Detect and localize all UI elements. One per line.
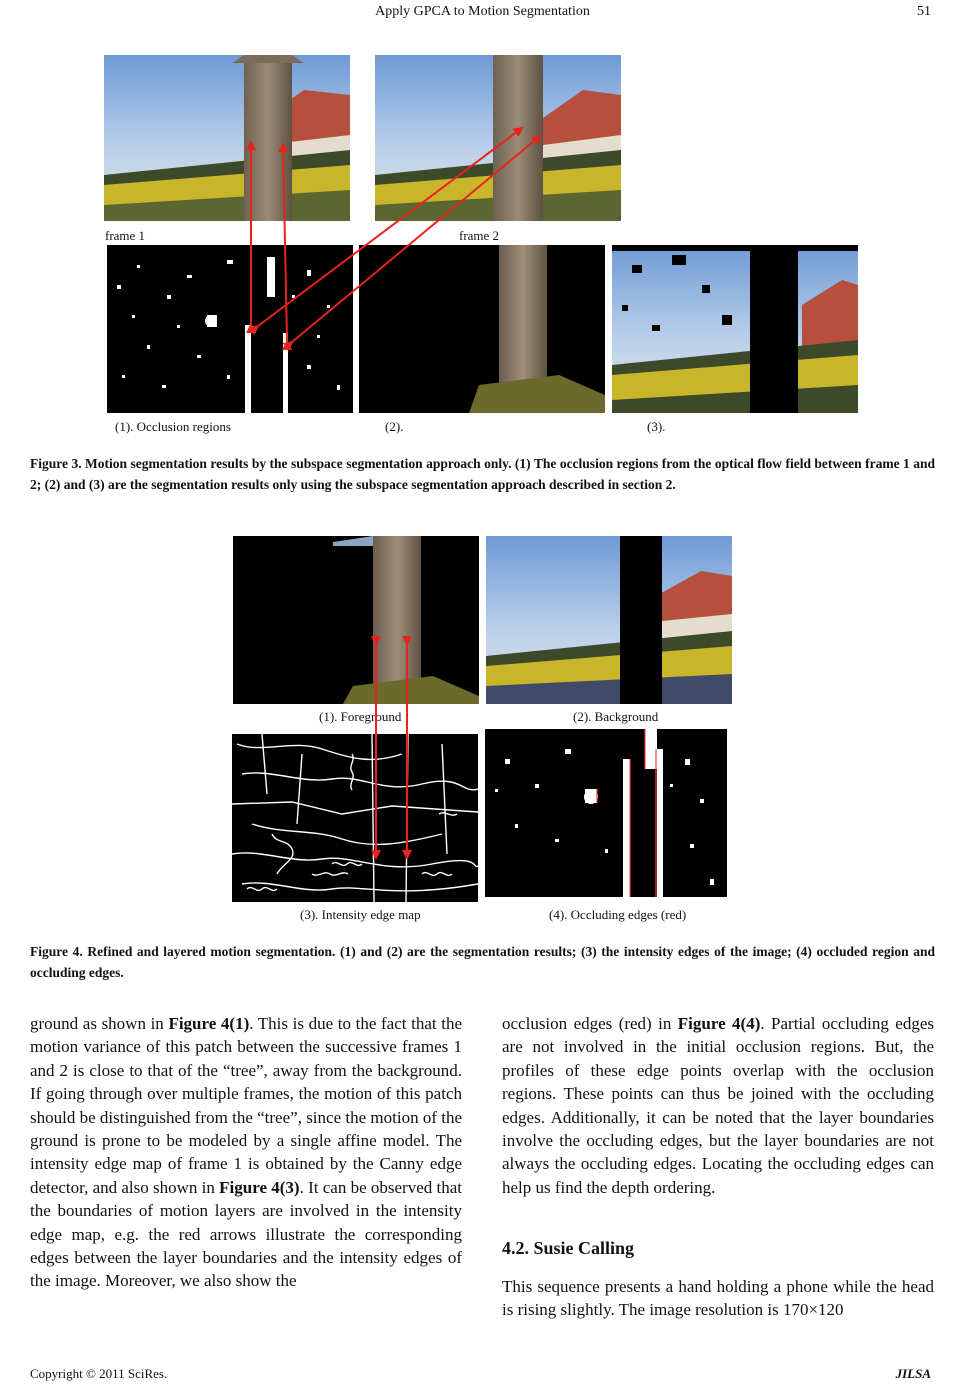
figure-ref-4-1[interactable]: Figure 4(1)	[168, 1014, 250, 1033]
figure3-caption: Figure 3. Motion segmentation results by the subspace segmentation approach only. (1) The occlusion regions from the optical flow field between frame 1 and 2; (2) and (3) are the segmentation results only using the subspace segmentation approach described in section 2.	[30, 456, 935, 492]
copyright-footer: Copyright © 2011 SciRes.	[30, 1366, 168, 1381]
figure4-arrows	[0, 520, 965, 920]
frame2-label: frame 2	[459, 228, 500, 243]
body-left-column	[30, 1012, 462, 1293]
journal-name: JILSA	[895, 1366, 931, 1381]
body-left-text-3: . It can be observed that the boundaries of motion layers are involved in the intensity edge map, e.g. the red arrows illustrate the corresponding edges between the layer boundaries and the intensity edges of the image. Moreover, we also show the	[30, 1177, 463, 1291]
segmentation-2-label: (2).	[385, 419, 404, 434]
body-right-paragraph-2: This sequence presents a hand holding a phone while the head is rising slightly. The image resolution is 170×120	[502, 1277, 934, 1320]
section-heading: 4.2. Susie Calling	[502, 1238, 635, 1258]
arrow-2	[283, 144, 287, 342]
occlusion-regions-label: (1). Occlusion regions	[115, 419, 231, 434]
occluding-edges-label: (4). Occluding edges (red)	[549, 907, 687, 922]
figure-ref-4-4[interactable]: Figure 4(4)	[677, 1014, 761, 1033]
figure4-caption: Figure 4. Refined and layered motion segmentation. (1) and (2) are the segmentation results; (3) the intensity edges of the image; (4) occluded region and occluding edges.	[30, 944, 935, 980]
body-right-text-2: . Partial occluding edges are not involved in the initial occlusion regions. But, the profiles of these edge points overlap with the occlusion regions. These points can thus be joined with the occluding edges. Additionally, it can be noted that the layer boundaries involve the occluding edges, but the layer boundaries are not always the occluding edges. Locating the occluding edges can help us find the depth ordering.	[502, 1014, 934, 1197]
body-right-column	[502, 1012, 934, 1199]
arrow-4	[292, 136, 540, 342]
arrow-3	[258, 128, 522, 326]
figure3-arrows	[0, 0, 965, 520]
background-label: (2). Background	[573, 709, 659, 724]
foreground-label: (1). Foreground	[319, 709, 402, 724]
figure-ref-4-3[interactable]: Figure 4(3)	[219, 1177, 300, 1197]
body-right-text-1: occlusion edges (red) in	[502, 1014, 678, 1033]
segmentation-3-label: (3).	[647, 419, 666, 434]
body-left-text-1: ground as shown in	[30, 1014, 169, 1033]
frame1-label: frame 1	[105, 228, 146, 243]
page-number: 51	[917, 4, 931, 19]
body-left-text-2: . This is due to the fact that the motion variance of this patch between the successive frames 1 and 2 is close to that of the “tree”, away from the background. If going through over multiple frames, the motion of this patch should be distinguished from the “tree”, since the motion of the ground is prone to be modeled by a single affine model. The intensity edge map of frame 1 is obtained by the Canny edge detector, and also shown in	[30, 1014, 462, 1197]
intensity-edge-map-label: (3). Intensity edge map	[300, 907, 421, 922]
running-header: Apply GPCA to Motion Segmentation	[375, 4, 590, 19]
